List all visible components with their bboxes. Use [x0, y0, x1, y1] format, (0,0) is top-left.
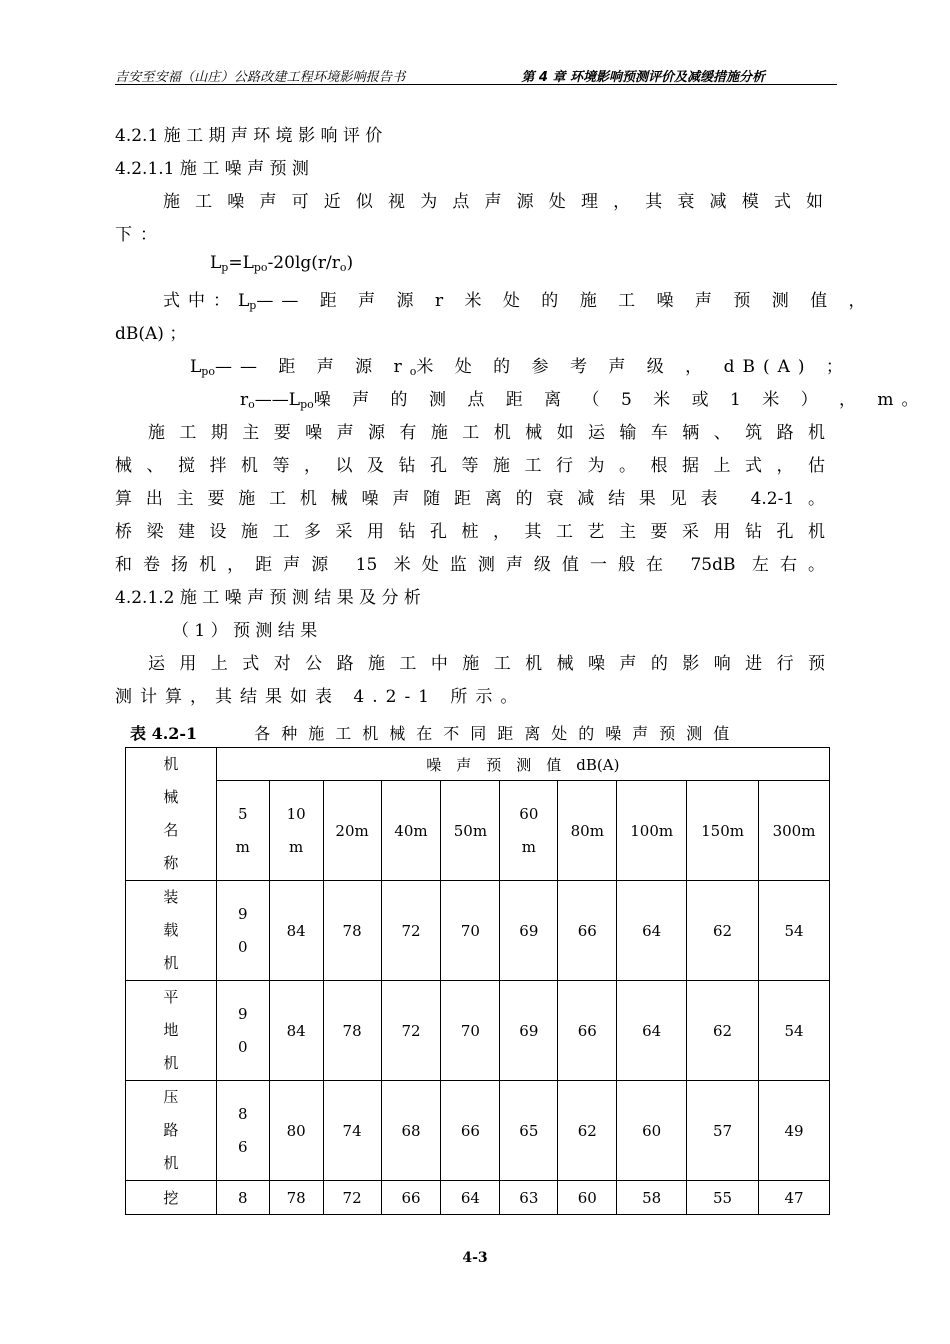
cell-value: 54	[759, 981, 830, 1081]
cell-value: 78	[323, 981, 381, 1081]
header-dist: 5 m	[216, 781, 269, 881]
cell-value: 49	[759, 1081, 830, 1181]
cell-value: 8 6	[216, 1081, 269, 1181]
row-name: 挖	[126, 1181, 217, 1215]
cell-value: 65	[500, 1081, 558, 1181]
para2-line2: 械、搅拌机等，以及钻孔等施工行为。根据上式，估	[115, 456, 825, 476]
para2-line4: 桥梁建设施工多采用钻孔桩，其工艺主要采用钻孔机	[115, 522, 825, 542]
cell-value: 69	[500, 981, 558, 1081]
row-name: 装 载 机	[126, 881, 217, 981]
def-lp-unit: dB(A) ；	[115, 324, 187, 344]
table-row	[126, 881, 830, 981]
section-4-2-1-2: 4.2.1.2 施 工 噪 声 预 测 结 果 及 分 析	[115, 588, 421, 608]
header-dist: 40m	[381, 781, 441, 881]
cell-value: 72	[323, 1181, 381, 1215]
cell-value: 47	[759, 1181, 830, 1215]
cell-value: 66	[441, 1081, 500, 1181]
header-dist: 10 m	[269, 781, 323, 881]
header-dist: 300m	[759, 781, 830, 881]
table-number: 表 4.2-1	[130, 724, 198, 743]
cell-value: 66	[558, 881, 617, 981]
cell-value: 8	[216, 1181, 269, 1215]
cell-value: 9 0	[216, 881, 269, 981]
para1-line1: 施工噪声可近似视为点声源处理，其衰减模式如	[163, 192, 823, 212]
header-group: 噪 声 预 测 值 dB(A)	[216, 748, 829, 781]
header-dist: 60 m	[500, 781, 558, 881]
def-lpo: $L_{po}——$ 距 声 源 $r_o$米 处 的 参 考 声 级 ， dB(A) ；	[190, 357, 851, 378]
cell-value: 74	[323, 1081, 381, 1181]
def-lp: 式中：$L_p——$ 距 声 源 r 米 处 的 施 工 噪 声 预 测 值 ，	[163, 291, 874, 312]
cell-value: 72	[381, 881, 441, 981]
cell-value: 80	[269, 1081, 323, 1181]
cell-value: 64	[617, 981, 687, 1081]
cell-value: 64	[617, 881, 687, 981]
header-dist: 20m	[323, 781, 381, 881]
cell-value: 57	[687, 1081, 759, 1181]
cell-value: 70	[441, 981, 500, 1081]
cell-value: 66	[558, 981, 617, 1081]
cell-value: 55	[687, 1181, 759, 1215]
cell-value: 70	[441, 881, 500, 981]
para2-line1: 施工期主要噪声源有施工机械如运输车辆、筑路机	[148, 423, 825, 443]
header-dist: 80m	[558, 781, 617, 881]
header-dist: 50m	[441, 781, 500, 881]
header-dist: 150m	[687, 781, 759, 881]
cell-value: 63	[500, 1181, 558, 1215]
header-dist: 100m	[617, 781, 687, 881]
page-header	[115, 62, 837, 85]
para2-line3: 算出主要施工机械噪声随距离的衰减结果见表 4.2-1。	[115, 489, 825, 509]
row-name: 压 路 机	[126, 1081, 217, 1181]
cell-value: 62	[687, 881, 759, 981]
cell-value: 78	[269, 1181, 323, 1215]
cell-value: 84	[269, 981, 323, 1081]
page-number: 4-3	[462, 1250, 488, 1266]
cell-value: 58	[617, 1181, 687, 1215]
header-doc-title: 吉安至安福（山庄）公路改建工程环境影响报告书	[115, 70, 406, 85]
table-row	[126, 981, 830, 1081]
table-row	[126, 1181, 830, 1215]
cell-value: 72	[381, 981, 441, 1081]
row-name: 平 地 机	[126, 981, 217, 1081]
def-ro: $r_o——L_{po}$噪 声 的 测 点 距 离 （ 5 米 或 1 米 ） ， m。	[240, 390, 927, 411]
cell-value: 60	[617, 1081, 687, 1181]
formula: $L_p=L_{po}-20\lg(r/r_o)$	[210, 253, 354, 274]
para2-line5: 和卷扬机，距声源 15 米处监测声级值一般在 75dB 左右。	[115, 555, 825, 575]
table-title: 各种施工机械在不同距离处的噪声预测值	[254, 724, 741, 743]
cell-value: 64	[441, 1181, 500, 1215]
table-caption	[130, 721, 740, 744]
header-machine-name: 机 械 名 称	[126, 748, 217, 881]
cell-value: 9 0	[216, 981, 269, 1081]
cell-value: 54	[759, 881, 830, 981]
cell-value: 62	[558, 1081, 617, 1181]
subsection-1: （ 1 ） 预 测 结 果	[172, 621, 318, 641]
section-4-2-1: 4.2.1 施 工 期 声 环 境 影 响 评 价	[115, 126, 383, 146]
cell-value: 84	[269, 881, 323, 981]
cell-value: 78	[323, 881, 381, 981]
noise-table	[125, 747, 830, 1215]
cell-value: 66	[381, 1181, 441, 1215]
cell-value: 68	[381, 1081, 441, 1181]
cell-value: 60	[558, 1181, 617, 1215]
header-chapter: 第 4 章 环境影响预测评价及减缓措施分析	[521, 70, 765, 85]
cell-value: 62	[687, 981, 759, 1081]
para3-line1: 运用上式对公路施工中施工机械噪声的影响进行预	[148, 654, 825, 674]
para3-line2: 测计算，其结果如表 4.2-1 所示。	[115, 687, 526, 707]
cell-value: 69	[500, 881, 558, 981]
section-4-2-1-1: 4.2.1.1 施 工 噪 声 预 测	[115, 159, 309, 179]
para1-line2: 下：	[115, 225, 165, 245]
table-row	[126, 1081, 830, 1181]
